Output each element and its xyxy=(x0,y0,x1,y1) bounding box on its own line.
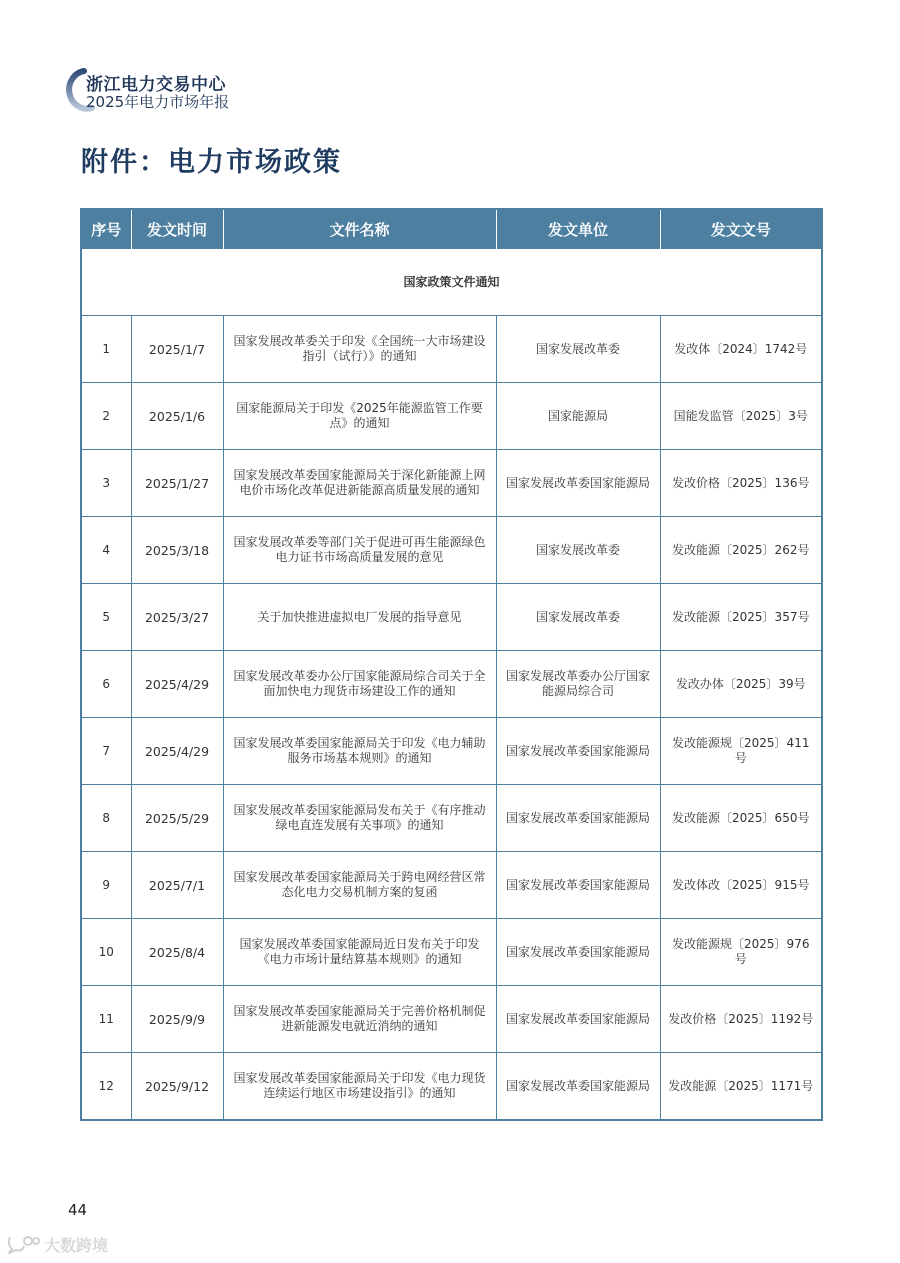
cell-name: 国家发展改革委国家能源局发布关于《有序推动绿电直连发展有关事项》的通知 xyxy=(223,785,496,852)
cell-name: 国家发展改革委国家能源局关于印发《电力辅助服务市场基本规则》的通知 xyxy=(223,718,496,785)
table-header-row xyxy=(81,209,822,250)
column-header-name: 文件名称 xyxy=(223,209,496,250)
cell-no: 2 xyxy=(81,383,131,450)
table-row xyxy=(81,986,822,1053)
cell-doc-no: 发改体〔2024〕1742号 xyxy=(660,316,822,383)
cell-no: 3 xyxy=(81,450,131,517)
cell-doc-no: 发改能源规〔2025〕411号 xyxy=(660,718,822,785)
table-row xyxy=(81,584,822,651)
watermark-text: 大数跨境 xyxy=(44,1236,109,1255)
table-row xyxy=(81,450,822,517)
cell-date: 2025/9/9 xyxy=(131,986,223,1053)
cell-no: 12 xyxy=(81,1053,131,1121)
report-name: 2025年电力市场年报 xyxy=(86,93,230,111)
policy-table xyxy=(80,208,823,1121)
cell-issuer: 国家发展改革委国家能源局 xyxy=(496,785,660,852)
cell-date: 2025/3/27 xyxy=(131,584,223,651)
cell-issuer: 国家发展改革委办公厅国家能源局综合司 xyxy=(496,651,660,718)
cell-doc-no: 国能发监管〔2025〕3号 xyxy=(660,383,822,450)
cell-no: 8 xyxy=(81,785,131,852)
cell-date: 2025/8/4 xyxy=(131,919,223,986)
cell-issuer: 国家发展改革委国家能源局 xyxy=(496,919,660,986)
table-row xyxy=(81,1053,822,1121)
cell-issuer: 国家发展改革委国家能源局 xyxy=(496,986,660,1053)
cell-date: 2025/1/27 xyxy=(131,450,223,517)
table-row xyxy=(81,718,822,785)
page-number: 44 xyxy=(68,1201,88,1219)
cell-doc-no: 发改能源规〔2025〕976号 xyxy=(660,919,822,986)
cell-doc-no: 发改办体〔2025〕39号 xyxy=(660,651,822,718)
cell-no: 7 xyxy=(81,718,131,785)
cell-name: 国家能源局关于印发《2025年能源监管工作要点》的通知 xyxy=(223,383,496,450)
cell-date: 2025/1/6 xyxy=(131,383,223,450)
cell-doc-no: 发改能源〔2025〕357号 xyxy=(660,584,822,651)
table-row xyxy=(81,383,822,450)
cell-name: 国家发展改革委等部门关于促进可再生能源绿色电力证书市场高质量发展的意见 xyxy=(223,517,496,584)
section-row xyxy=(81,250,822,316)
cell-issuer: 国家发展改革委 xyxy=(496,584,660,651)
cell-doc-no: 发改价格〔2025〕136号 xyxy=(660,450,822,517)
table-row xyxy=(81,651,822,718)
cell-issuer: 国家能源局 xyxy=(496,383,660,450)
cell-name: 国家发展改革委办公厅国家能源局综合司关于全面加快电力现货市场建设工作的通知 xyxy=(223,651,496,718)
table-row xyxy=(81,785,822,852)
cell-issuer: 国家发展改革委国家能源局 xyxy=(496,852,660,919)
cell-no: 10 xyxy=(81,919,131,986)
watermark xyxy=(6,1232,146,1258)
cell-name: 国家发展改革委国家能源局关于完善价格机制促进新能源发电就近消纳的通知 xyxy=(223,986,496,1053)
cell-date: 2025/1/7 xyxy=(131,316,223,383)
column-header-doc-no: 发文文号 xyxy=(660,209,822,250)
column-header-date: 发文时间 xyxy=(131,209,223,250)
cell-name: 国家发展改革委国家能源局近日发布关于印发《电力市场计量结算基本规则》的通知 xyxy=(223,919,496,986)
cell-doc-no: 发改能源〔2025〕1171号 xyxy=(660,1053,822,1121)
column-header-issuer: 发文单位 xyxy=(496,209,660,250)
org-name: 浙江电力交易中心 xyxy=(86,75,226,95)
cell-doc-no: 发改能源〔2025〕262号 xyxy=(660,517,822,584)
cell-no: 5 xyxy=(81,584,131,651)
cell-issuer: 国家发展改革委国家能源局 xyxy=(496,718,660,785)
cell-date: 2025/4/29 xyxy=(131,651,223,718)
cell-issuer: 国家发展改革委 xyxy=(496,517,660,584)
cell-no: 1 xyxy=(81,316,131,383)
column-header-no: 序号 xyxy=(81,209,131,250)
cell-name: 国家发展改革委关于印发《全国统一大市场建设指引（试行）》的通知 xyxy=(223,316,496,383)
cell-name: 国家发展改革委国家能源局关于深化新能源上网电价市场化改革促进新能源高质量发展的通知 xyxy=(223,450,496,517)
cell-date: 2025/4/29 xyxy=(131,718,223,785)
cell-date: 2025/3/18 xyxy=(131,517,223,584)
cell-no: 9 xyxy=(81,852,131,919)
cell-name: 关于加快推进虚拟电厂发展的指导意见 xyxy=(223,584,496,651)
table-row xyxy=(81,517,822,584)
cell-no: 11 xyxy=(81,986,131,1053)
cell-date: 2025/7/1 xyxy=(131,852,223,919)
page-title: 附件：电力市场政策 xyxy=(81,147,342,178)
section-title: 国家政策文件通知 xyxy=(81,250,822,316)
cell-name: 国家发展改革委国家能源局关于跨电网经营区常态化电力交易机制方案的复函 xyxy=(223,852,496,919)
table-row xyxy=(81,919,822,986)
cell-date: 2025/5/29 xyxy=(131,785,223,852)
cell-no: 4 xyxy=(81,517,131,584)
cell-doc-no: 发改价格〔2025〕1192号 xyxy=(660,986,822,1053)
cell-no: 6 xyxy=(81,651,131,718)
cell-name: 国家发展改革委国家能源局关于印发《电力现货连续运行地区市场建设指引》的通知 xyxy=(223,1053,496,1121)
cell-date: 2025/9/12 xyxy=(131,1053,223,1121)
table-row xyxy=(81,316,822,383)
table-row xyxy=(81,852,822,919)
cell-issuer: 国家发展改革委 xyxy=(496,316,660,383)
report-logo xyxy=(62,66,322,116)
cell-issuer: 国家发展改革委国家能源局 xyxy=(496,1053,660,1121)
cell-doc-no: 发改体改〔2025〕915号 xyxy=(660,852,822,919)
cell-doc-no: 发改能源〔2025〕650号 xyxy=(660,785,822,852)
chat-bubble-icon xyxy=(6,1234,40,1254)
cell-issuer: 国家发展改革委国家能源局 xyxy=(496,450,660,517)
